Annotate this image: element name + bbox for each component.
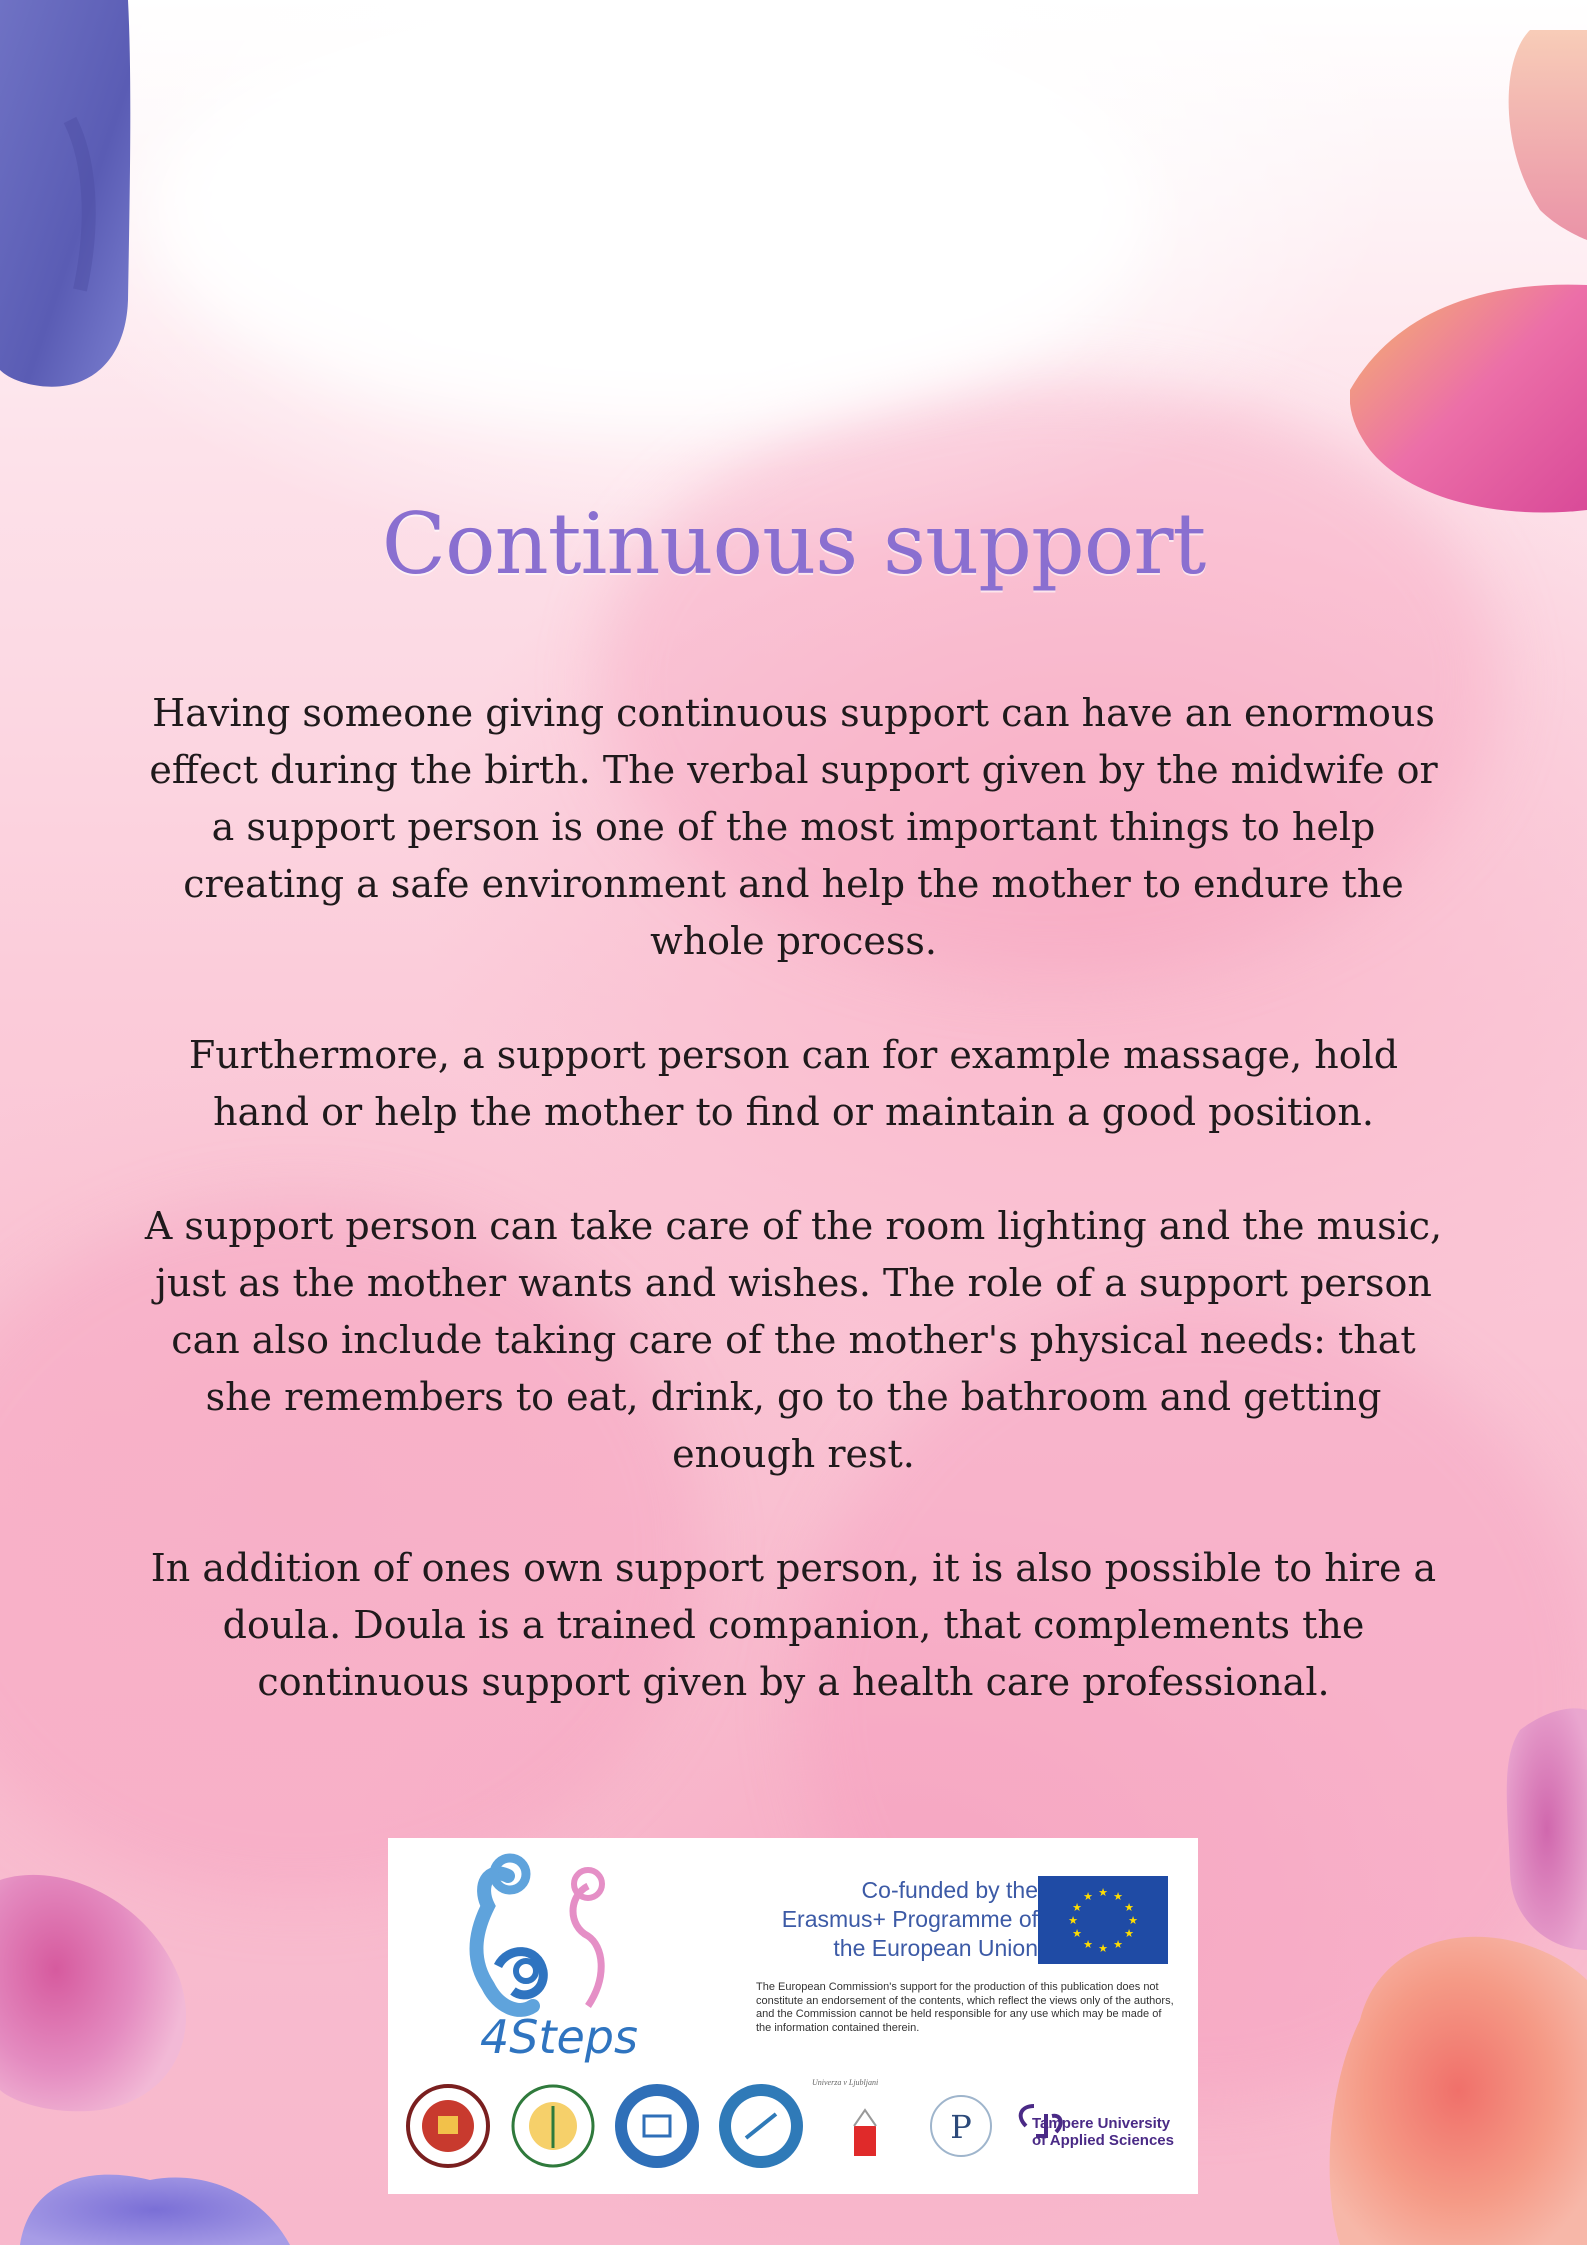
watercolor-petal-top-left — [0, 0, 140, 400]
svg-text:★: ★ — [1072, 1901, 1082, 1914]
watercolor-flower-bottom-right — [1320, 1700, 1587, 2245]
paragraph: Furthermore, a support person can for example massage, hold hand or help the mother to find or maintain a good position. — [188, 1033, 1399, 1134]
paragraph: A support person can take care of the room lighting and the music, just as the mother wants and wishes. The role of a support person can also include taking care of the mother's physical needs: that she remembers to eat, drink, go to the bathroom and getting enough rest. — [144, 1204, 1443, 1476]
page-title: Continuous support — [381, 495, 1206, 593]
ljubljana-label: Univerza v Ljubljani — [812, 2078, 879, 2087]
paragraph: In addition of ones own support person, it is also possible to hire a doula. Doula is a trained companion, that complements the continuous support given by a health care professional. — [150, 1546, 1437, 1704]
svg-text:★: ★ — [1068, 1914, 1078, 1927]
svg-text:★: ★ — [1098, 1886, 1108, 1899]
ljubljana-logo — [854, 2110, 876, 2156]
svg-text:★: ★ — [1083, 1890, 1093, 1903]
tamk-label: Tampere University of Applied Sciences — [1032, 2115, 1174, 2149]
body-text — [140, 685, 1447, 1768]
svg-text:★: ★ — [1128, 1914, 1138, 1927]
seal-4 — [719, 2084, 803, 2168]
eu-flag-icon — [1038, 1876, 1168, 1964]
svg-text:★: ★ — [1083, 1938, 1093, 1951]
4steps-wordmark: 4Steps — [480, 2010, 638, 2064]
watercolor-flower-top-right — [1350, 30, 1587, 520]
svg-text:★: ★ — [1072, 1927, 1082, 1940]
erasmus-cofunded-text: Co-funded by the Erasmus+ Programme of the European Union — [781, 1877, 1038, 1961]
seal-3 — [615, 2084, 699, 2168]
eu-disclaimer: The European Commission's support for the production of this publication does not constitute an endorsement of the contents, which reflect the views only of the authors, and the Commission cannot be held responsible for any use which may be made of the information contained therein. — [756, 1981, 1174, 2034]
svg-text:★: ★ — [1098, 1942, 1108, 1955]
paragraph: Having someone giving continuous support can have an enormous effect during the birth. The verbal support given by the midwife or a support person is one of the most important things to help creating a safe environment and help the mother to endure the whole process. — [149, 691, 1438, 963]
svg-text:★: ★ — [1124, 1901, 1134, 1914]
primorska-logo — [931, 2096, 991, 2156]
seal-1 — [408, 2086, 488, 2166]
watercolor-flower-bottom-left — [0, 1840, 320, 2245]
background-wash — [150, 0, 1150, 420]
svg-text:★: ★ — [1113, 1938, 1123, 1951]
svg-text:P: P — [950, 2108, 972, 2146]
svg-text:★: ★ — [1124, 1927, 1134, 1940]
seal-2 — [513, 2086, 593, 2166]
svg-text:★: ★ — [1113, 1890, 1123, 1903]
partner-logos-panel — [388, 1838, 1198, 2194]
